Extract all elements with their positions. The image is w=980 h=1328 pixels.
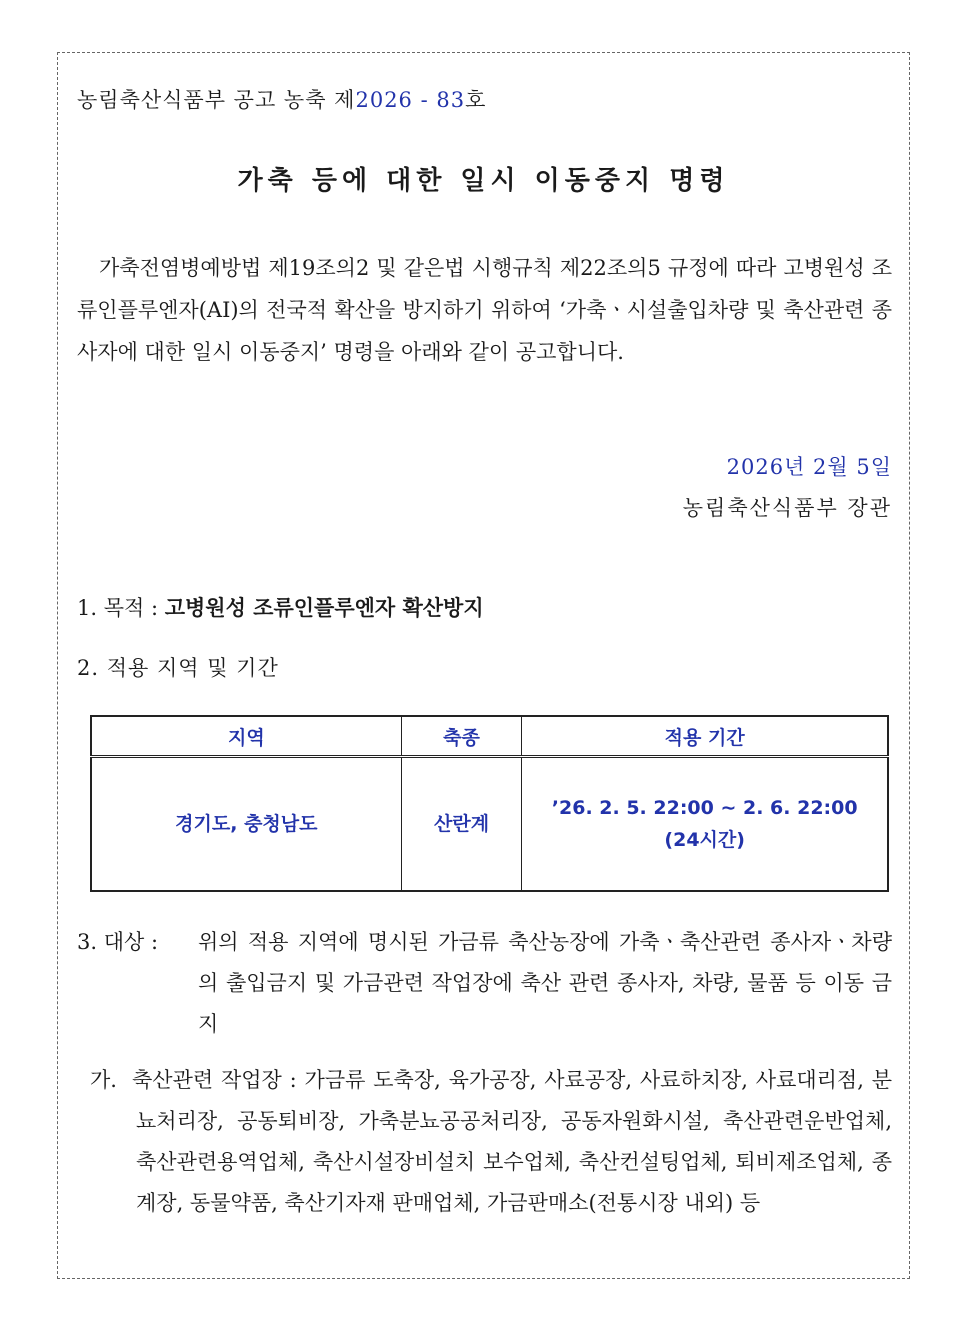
section-area-period: 2. 적용 지역 및 기간 — [77, 656, 279, 680]
region-table — [90, 715, 889, 892]
section-purpose — [77, 592, 484, 622]
issue-date: 2026년 2월 5일 — [726, 455, 892, 479]
subsection-a — [90, 1060, 892, 1224]
header-species: 축종 — [401, 716, 522, 757]
cell-species: 산란계 — [401, 757, 522, 892]
header-period: 적용 기간 — [522, 716, 888, 757]
section-purpose-label: 1. 목적 : — [77, 596, 165, 620]
notice-prefix: 농림축산식품부 공고 농축 제 — [77, 88, 356, 112]
section-purpose-value: 고병원성 조류인플루엔자 확산방지 — [164, 596, 484, 620]
subsection-a-label: 가. — [90, 1068, 117, 1092]
section-target — [77, 922, 892, 1045]
notice-number — [77, 84, 486, 114]
document-title: 가축 등에 대한 일시 이동중지 명령 — [237, 166, 730, 196]
notice-dash: - — [412, 88, 437, 112]
issue-signer: 농림축산식품부 장관 — [682, 496, 892, 520]
table-row — [91, 757, 888, 892]
cell-region: 경기도, 충청남도 — [91, 757, 401, 892]
period-duration: (24시간) — [664, 829, 745, 851]
period-range: ’26. 2. 5. 22:00 ∼ 2. 6. 22:00 — [551, 797, 858, 819]
section-target-text: 위의 적용 지역에 명시된 가금류 축산농장에 가축ㆍ축산관련 종사자ㆍ차량의 출입금지 및 가금관련 작업장에 축산 관련 종사자, 차량, 물품 등 이동 금지 — [198, 930, 892, 1036]
section-target-label: 3. 대상 : — [77, 930, 159, 954]
header-region: 지역 — [91, 716, 401, 757]
notice-suffix: 호 — [465, 88, 487, 112]
cell-period — [522, 757, 888, 892]
intro-text: 가축전염병예방법 제19조의2 및 같은법 시행규칙 제22조의5 규정에 따라 고병원성 조류인플루엔자(AI)의 전국적 확산을 방지하기 위하여 ‘가축ㆍ시설출입차량 및 축산관련 종사자에 대한 일시 이동중지’ 명령을 아래와 같이 공고합니다. — [77, 256, 892, 364]
intro-paragraph — [77, 247, 892, 373]
notice-year: 2026 — [355, 88, 413, 112]
table-header-row — [91, 716, 888, 757]
subsection-a-text: 축산관련 작업장 : 가금류 도축장, 육가공장, 사료공장, 사료하치장, 사료대리점, 분뇨처리장, 공동퇴비장, 가축분뇨공공처리장, 공동자원화시설, 축산관련운반업체, 축산관련용역업체, 축산시설장비설치 보수업체, 축산컨설팅업체, 퇴비제조업체, 종계장, 동물약품, 축산기자재 판매업체, 가금판매소(전통시장 내외) 등 — [132, 1068, 892, 1215]
notice-number-value: 83 — [436, 88, 466, 112]
